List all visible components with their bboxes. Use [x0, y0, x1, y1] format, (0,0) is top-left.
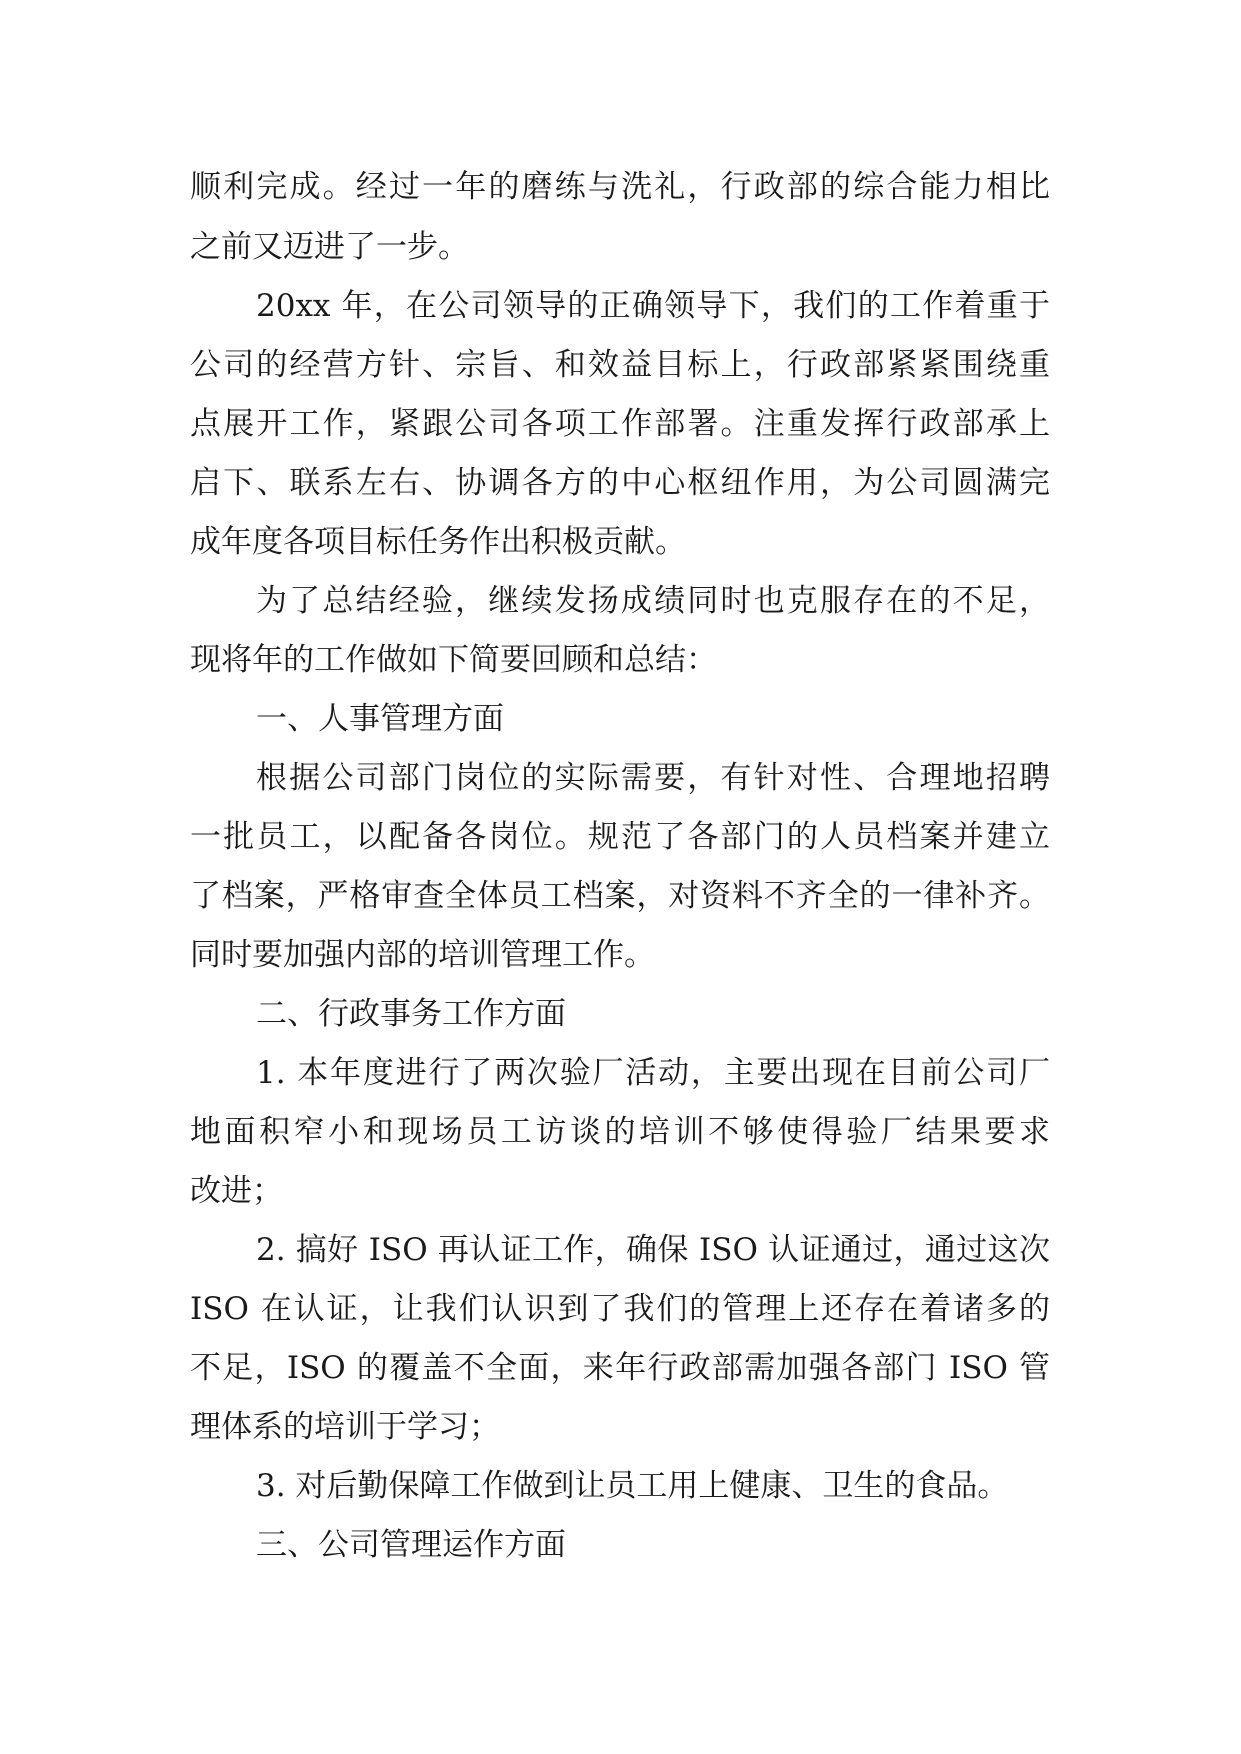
paragraph-line: 20xx 年，在公司领导的正确领导下，我们的工作着重于 — [256, 288, 1050, 324]
paragraph-line: ISO 在认证，让我们认识到了我们的管理上还存在着诸多的 — [190, 1291, 1050, 1327]
section-heading: 二、行政事务工作方面 — [256, 996, 566, 1032]
section-heading: 三、公司管理运作方面 — [256, 1527, 566, 1563]
paragraph-line: 启下、联系左右、协调各方的中心枢纽作用，为公司圆满完 — [190, 465, 1050, 501]
paragraph-line: 不足，ISO 的覆盖不全面，来年行政部需加强各部门 ISO 管 — [190, 1350, 1050, 1386]
paragraph-line: 了档案，严格审查全体员工档案，对资料不齐全的一律补齐。 — [190, 878, 1050, 914]
paragraph-line: 为了总结经验，继续发扬成绩同时也克服存在的不足， — [256, 583, 1050, 619]
section-heading: 一、人事管理方面 — [256, 701, 504, 737]
paragraph-line: 点展开工作，紧跟公司各项工作部署。注重发挥行政部承上 — [190, 406, 1050, 442]
paragraph-line: 成年度各项目标任务作出积极贡献。 — [190, 524, 686, 560]
paragraph-line: 一批员工，以配备各岗位。规范了各部门的人员档案并建立 — [190, 819, 1050, 855]
paragraph-line: 现将年的工作做如下简要回顾和总结： — [190, 642, 717, 678]
paragraph-line: 同时要加强内部的培训管理工作。 — [190, 937, 655, 973]
paragraph-line: 顺利完成。经过一年的磨练与洗礼，行政部的综合能力相比 — [190, 169, 1050, 205]
paragraph-line: 地面积窄小和现场员工访谈的培训不够使得验厂结果要求 — [190, 1114, 1050, 1150]
paragraph-line: 2. 搞好 ISO 再认证工作，确保 ISO 认证通过，通过这次 — [256, 1232, 1050, 1268]
paragraph-line: 之前又迈进了一步。 — [190, 229, 469, 265]
paragraph-line: 根据公司部门岗位的实际需要，有针对性、合理地招聘 — [256, 760, 1050, 796]
paragraph-line: 公司的经营方针、宗旨、和效益目标上，行政部紧紧围绕重 — [190, 347, 1050, 383]
paragraph-line: 理体系的培训于学习； — [190, 1409, 500, 1445]
paragraph-line: 改进； — [190, 1173, 283, 1209]
paragraph-line: 3. 对后勤保障工作做到让员工用上健康、卫生的食品。 — [256, 1468, 1009, 1504]
paragraph-line: 1. 本年度进行了两次验厂活动，主要出现在目前公司厂 — [256, 1055, 1050, 1091]
